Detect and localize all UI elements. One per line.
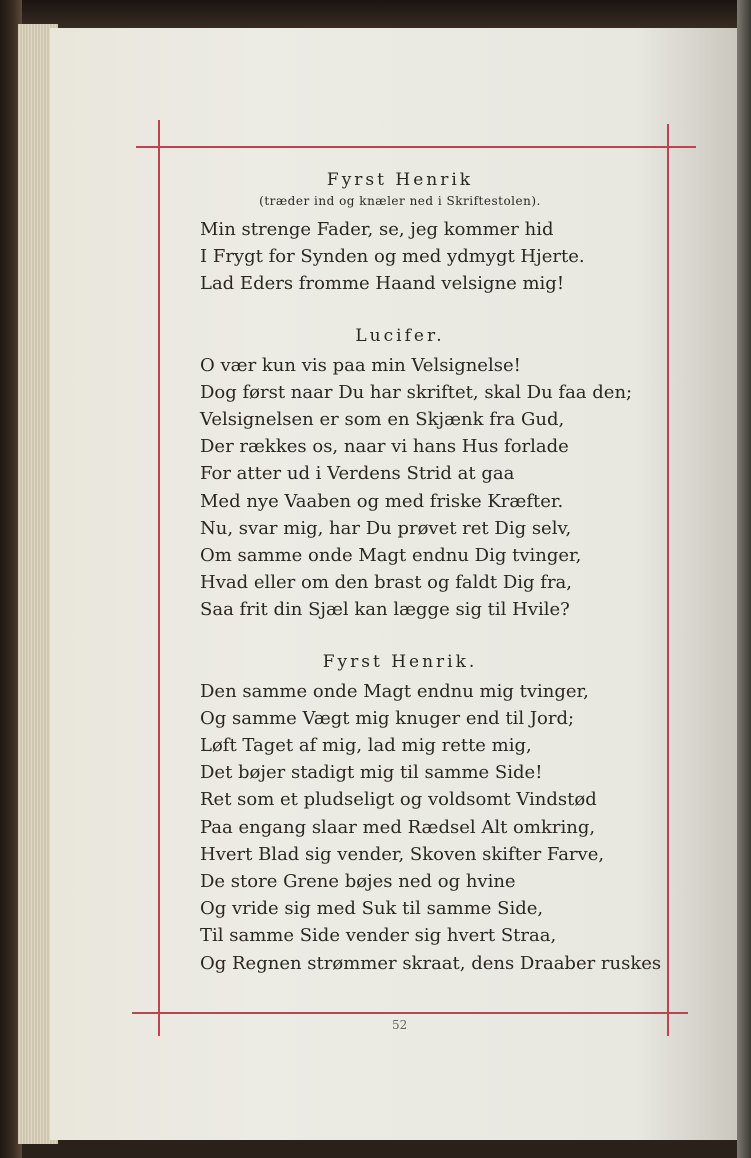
verse-line: Og vride sig med Suk til samme Side, [200,898,544,920]
frame-bottom-rule [132,1012,688,1014]
verse-line: O vær kun vis paa min Velsignelse! [200,354,521,376]
speaker-name: Fyrst Henrik [326,170,474,190]
verse-line: Om samme onde Magt endnu Dig tvinger, [200,545,582,567]
verse-line: Løft Taget af mig, lad mig rette mig, [200,735,532,757]
verse-line: Og Regnen strømmer skraat, dens Draaber ruskes [200,952,662,974]
verse-line: De store Grene bøjes ned og hvine [200,871,516,893]
stage-direction: (træder ind og knæler ned i Skriftestolen). [259,194,541,208]
verse-line: I Frygt for Synden og med ydmygt Hjerte. [200,246,585,268]
verse-line: Velsignelsen er som en Skjænk fra Gud, [200,409,565,431]
frame-right-rule [667,124,669,1036]
speaker-name: Lucifer. [355,325,445,346]
frame-top-rule [136,146,696,148]
verse-line: Dog først naar Du har skriftet, skal Du faa den; [200,381,633,403]
section-lucifer [200,326,640,624]
section-fyrst-henrik-2 [200,651,662,977]
book-binding [737,0,751,1158]
verse-line: Den samme onde Magt endnu mig tvinger, [200,680,589,702]
verse-text [200,170,662,977]
verse-line: Hvad eller om den brast og faldt Dig fra, [200,572,573,594]
page-number: 52 [392,1018,408,1032]
verse-line: Der rækkes os, naar vi hans Hus forlade [200,436,569,458]
verse-line: Det bøjer stadigt mig til samme Side! [200,762,543,784]
verse-line: Min strenge Fader, se, jeg kommer hid [200,219,554,240]
verse-line: Hvert Blad sig vender, Skoven skifter Farve, [200,843,605,865]
verse-line: Med nye Vaaben og med friske Kræfter. [200,490,564,512]
verse-line: For atter ud i Verdens Strid at gaa [200,463,515,485]
verse-line: Lad Eders fromme Haand velsigne mig! [200,273,565,295]
verse-line: Og samme Vægt mig knuger end til Jord; [200,707,575,729]
book-top-edge [0,0,751,30]
frame-left-rule [158,120,160,1036]
section-fyrst-henrik-1 [200,170,640,298]
verse-line: Nu, svar mig, har Du prøvet ret Dig selv, [200,517,572,539]
verse-line: Saa frit din Sjæl kan lægge sig til Hvile? [200,599,570,621]
verse-line: Ret som et pludseligt og voldsomt Vindstød [200,789,597,811]
speaker-name: Fyrst Henrik. [322,651,478,672]
verse-line: Paa engang slaar med Rædsel Alt omkring, [200,816,596,838]
verse-line: Til samme Side vender sig hvert Straa, [200,925,557,947]
